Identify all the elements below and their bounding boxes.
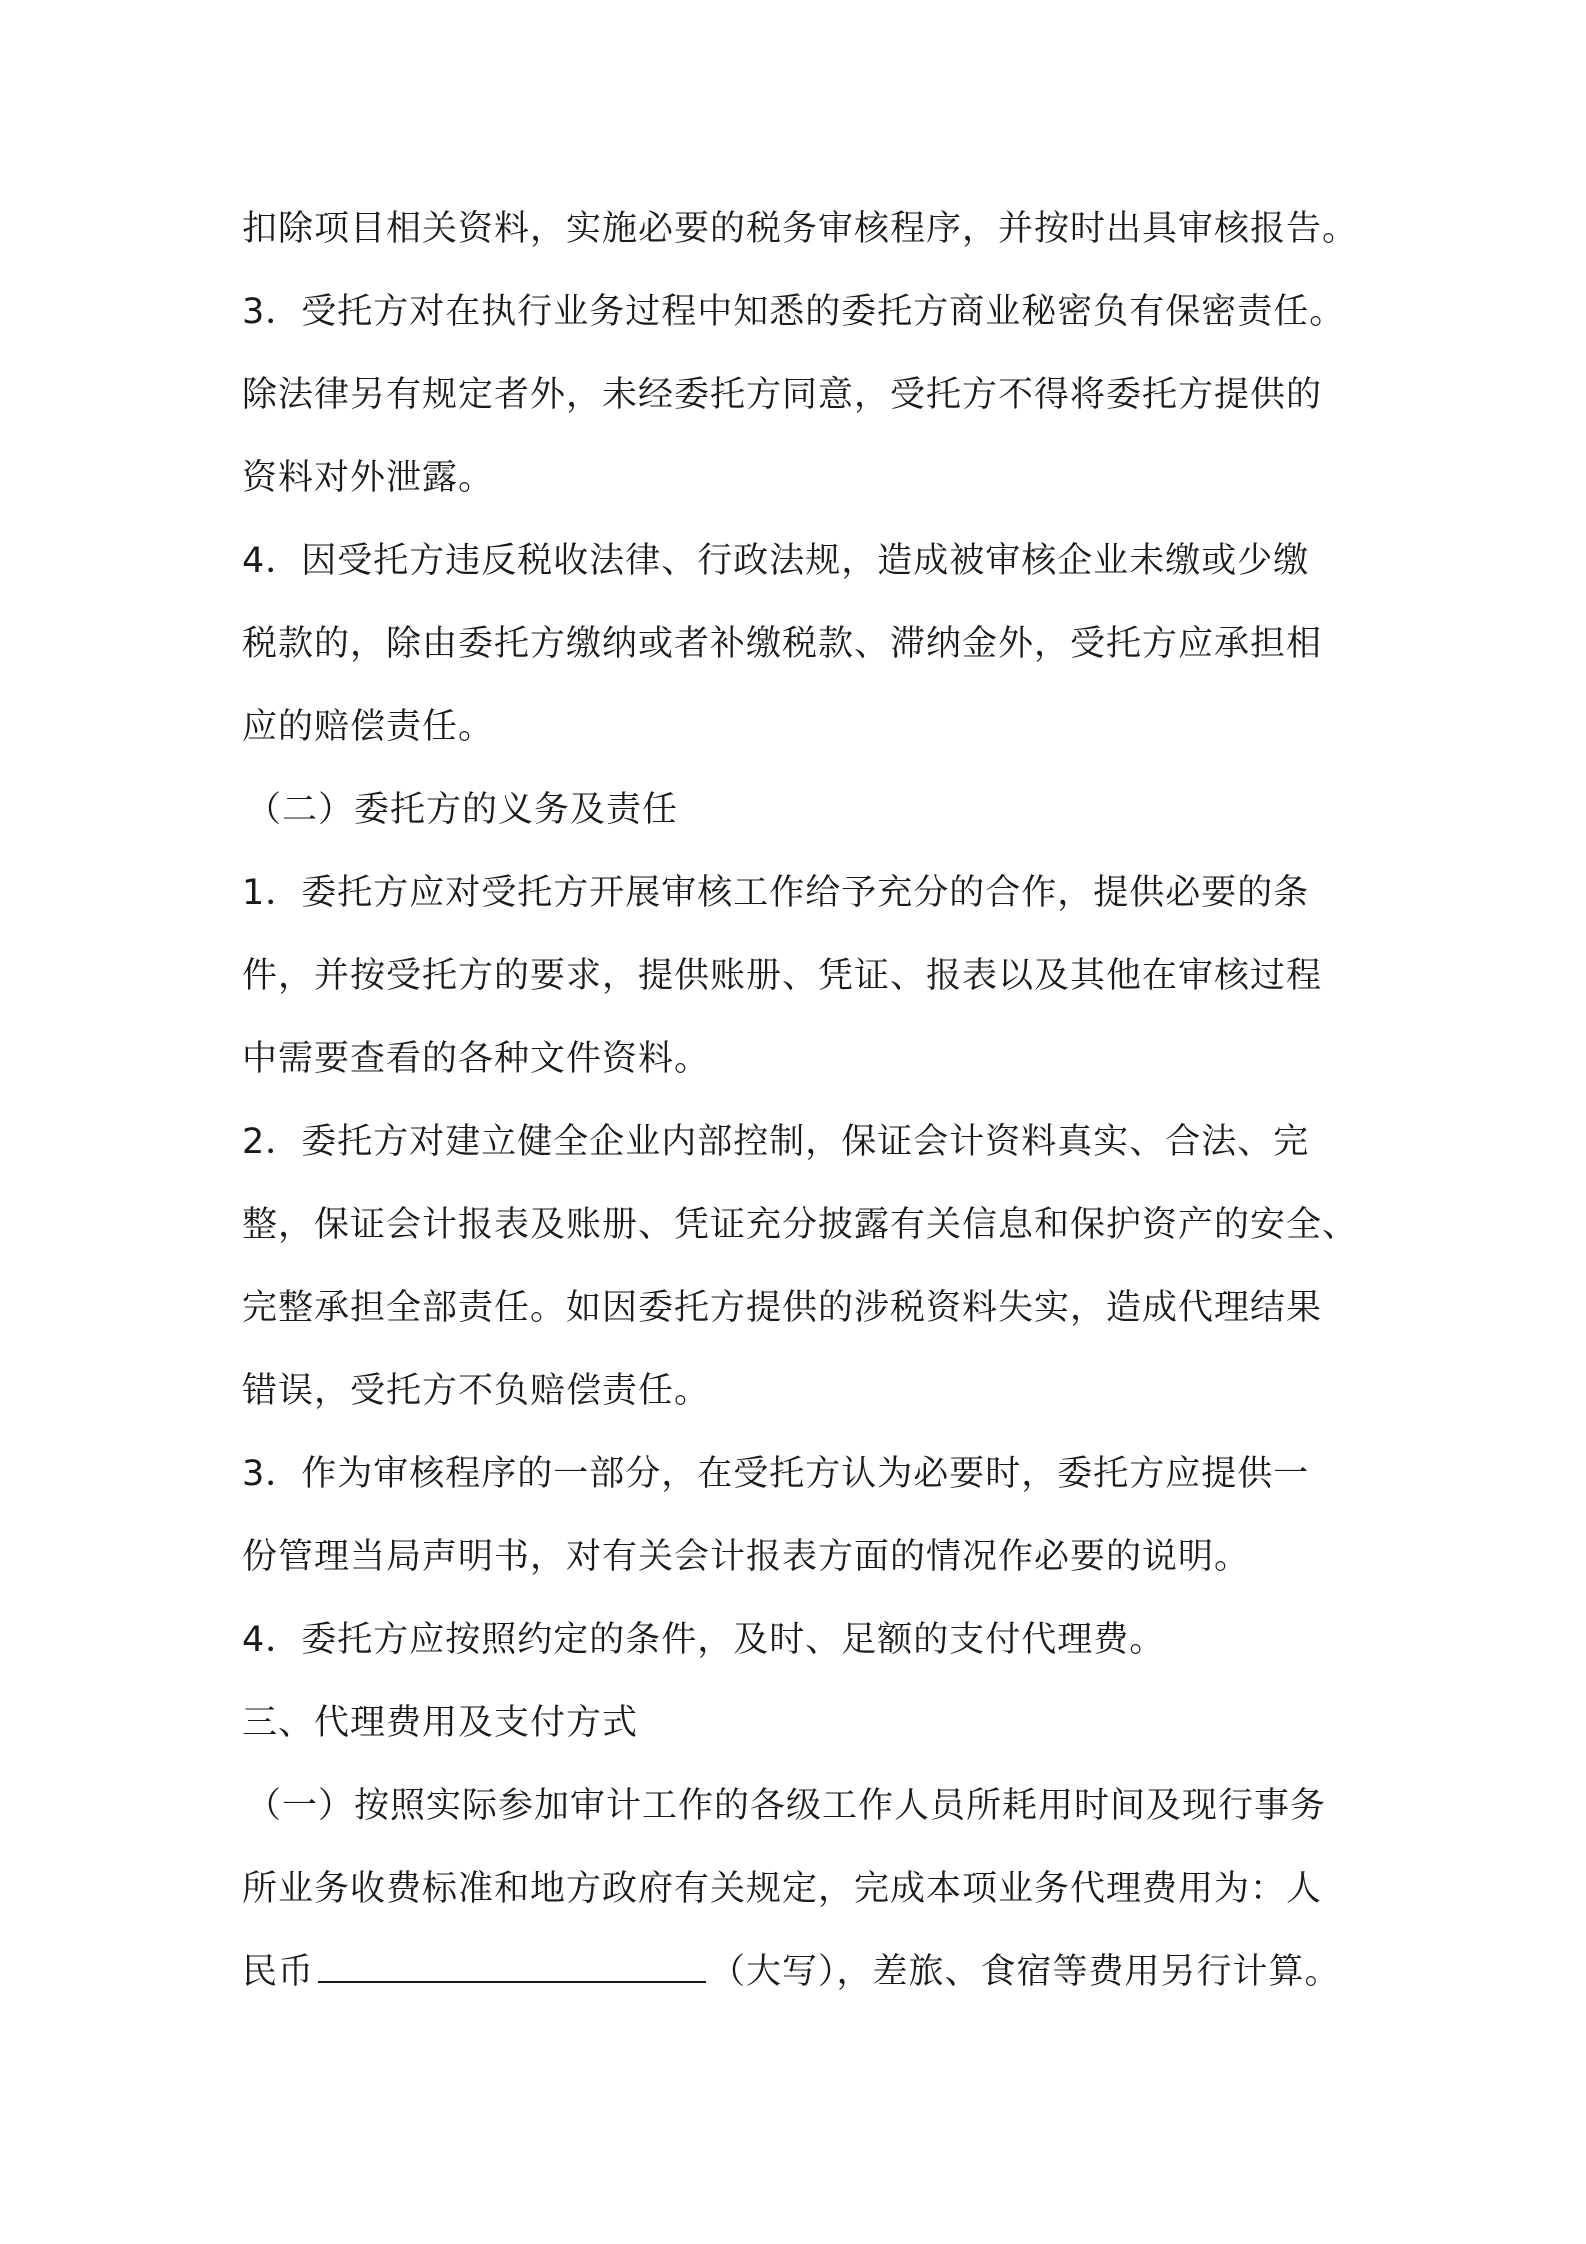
section-heading: （二）委托方的义务及责任	[246, 790, 679, 830]
text-line: 3．受托方对在执行业务过程中知悉的委托方商业秘密负有保密责任。	[242, 292, 1346, 332]
document-body	[242, 188, 1362, 2014]
text-line: 中需要查看的各种文件资料。	[242, 1039, 711, 1079]
text-line: 错误，受托方不负赔偿责任。	[242, 1371, 711, 1411]
text-line: 4．因受托方违反税收法律、行政法规，造成被审核企业未缴或少缴	[242, 541, 1310, 581]
text-line: 扣除项目相关资料，实施必要的税务审核程序，并按时出具审核报告。	[242, 209, 1359, 249]
text-line: 应的赔偿责任。	[242, 707, 495, 747]
text-line: 3．作为审核程序的一部分，在受托方认为必要时，委托方应提供一	[242, 1454, 1310, 1494]
text-line: 2．委托方对建立健全企业内部控制，保证会计资料真实、合法、完	[242, 1122, 1310, 1162]
text-line: 所业务收费标准和地方政府有关规定，完成本项业务代理费用为：人	[242, 1869, 1323, 1909]
text-line: （一）按照实际参加审计工作的各级工作人员所耗用时间及现行事务	[246, 1786, 1327, 1826]
fee-line-prefix: 民币	[242, 1952, 315, 1992]
text-line: 资料对外泄露。	[242, 458, 495, 498]
fee-amount-blank[interactable]	[318, 1951, 706, 1983]
text-line: 完整承担全部责任。如因委托方提供的涉税资料失实，造成代理结果	[242, 1288, 1323, 1328]
text-line: 除法律另有规定者外，未经委托方同意，受托方不得将委托方提供的	[242, 375, 1323, 415]
text-line: 税款的，除由委托方缴纳或者补缴税款、滞纳金外，受托方应承担相	[242, 624, 1323, 664]
section-heading: 三、代理费用及支付方式	[242, 1703, 639, 1743]
text-line: 4．委托方应按照约定的条件，及时、足额的支付代理费。	[242, 1620, 1166, 1660]
text-line: 整，保证会计报表及账册、凭证充分披露有关信息和保护资产的安全、	[242, 1205, 1359, 1245]
text-line: 份管理当局声明书，对有关会计报表方面的情况作必要的说明。	[242, 1537, 1251, 1577]
fee-line	[242, 1931, 1362, 2014]
text-line: 件，并按受托方的要求，提供账册、凭证、报表以及其他在审核过程	[242, 956, 1323, 996]
fee-line-suffix: （大写），差旅、食宿等费用另行计算。	[710, 1952, 1341, 1992]
text-line: 1．委托方应对受托方开展审核工作给予充分的合作，提供必要的条	[242, 873, 1310, 913]
